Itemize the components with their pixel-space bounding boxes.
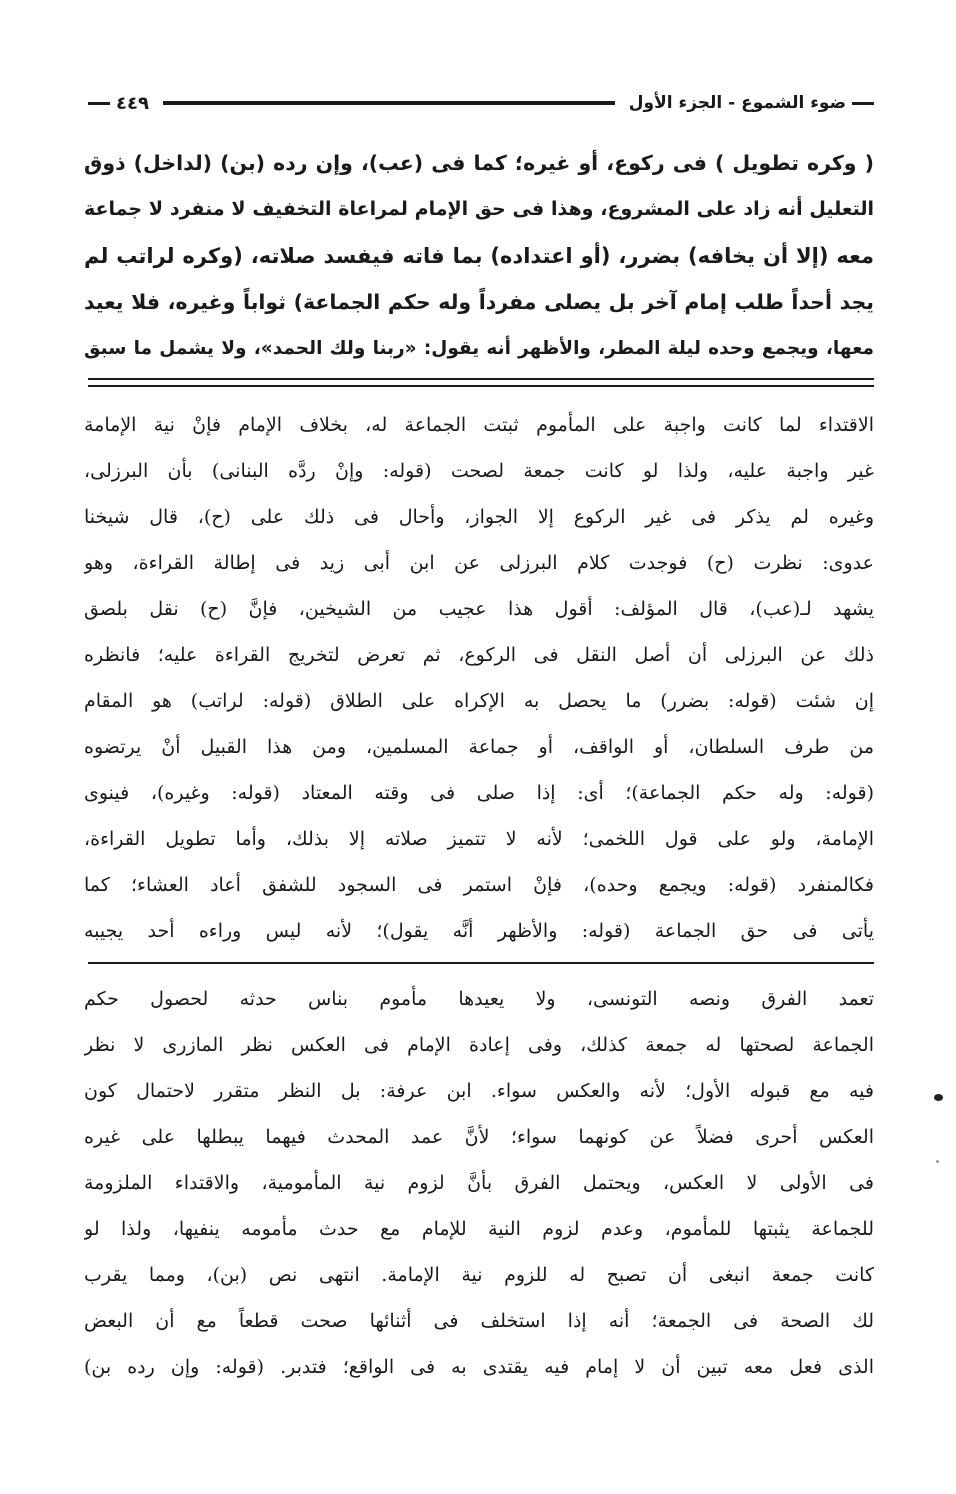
header-rule	[163, 101, 615, 105]
commentary-line: الإمامة، ولو على قول اللخمى؛ لأنه لا تتميز صلاته إلا بذلك، وأما تطويل القراءة،	[84, 828, 874, 850]
double-divider	[88, 378, 874, 387]
commentary-line: غير واجبة عليه، ولذا لو كانت جمعة لصحت (قوله: وإنْ ردَّه البنانى) بأن البرزلى،	[84, 460, 874, 482]
commentary-line: إن شئت (قوله: بضرر) ما يحصل به الإكراه على الطلاق (قوله: لراتب) هو المقام	[84, 690, 874, 712]
commentary-line: الاقتداء لما كانت واجبة على المأموم ثبتت الجماعة له، بخلاف الإمام فإنْ نية الإمامة	[84, 414, 874, 436]
commentary-line: فى الأولى لا العكس، ويحتمل الفرق بأنَّ لزوم نية المأمومية، والاقتداء الملزومة	[84, 1172, 874, 1194]
commentary-line: يأتى فى حق الجماعة (قوله: والأظهر أنَّه يقول)؛ لأنه ليس وراءه أحد يجيبه	[84, 920, 874, 942]
main-text	[84, 140, 874, 372]
main-text-line: التعليل أنه زاد على المشروع، وهذا فى حق الإمام لمراعاة التخفيف لا منفرد لا جماعة	[84, 198, 874, 221]
main-text-line: ( وكره تطويل ) فى ركوع، أو غيره؛ كما فى (عب)، وإن رده (بن) (لداخل) ذوق	[84, 151, 874, 175]
main-text-line: معها، ويجمع وحده ليلة المطر، والأظهر أنه يقول: «ربنا ولك الحمد»، ولا يشمل ما سبق	[84, 337, 874, 359]
commentary-line: فيه مع قبوله الأول؛ لأنه والعكس سواء. ابن عرفة: بل النظر متقرر لاحتمال كون	[84, 1080, 874, 1102]
commentary-line: العكس أحرى فضلاً عن كونهما سواء؛ لأنَّ عمد المحدث فيهما يبطلها على غيره	[84, 1126, 874, 1148]
running-title: ضوء الشموع - الجزء الأول	[628, 93, 846, 113]
commentary-line: للجماعة يثبتها للمأموم، وعدم لزوم النية للإمام مع حدث مأمومه ينفيها، ولذا لو	[84, 1218, 874, 1240]
running-header	[88, 86, 874, 120]
commentary-line: الذى فعل معه تبين أن لا إمام فيه يقتدى به فى الواقع؛ فتدبر. (قوله: وإن رده بن)	[84, 1356, 874, 1378]
commentary-line: من طرف السلطان، أو الواقف، أو جماعة المسلمين، ومن هذا القبيل أنْ يرتضوه	[84, 736, 874, 758]
commentary-line: ذلك عن البرزلى أن أصل النقل فى الركوع، ثم تعرض لتخريج القراءة عليه؛ فانظره	[84, 644, 874, 666]
commentary-line: فكالمنفرد (قوله: ويجمع وحده)، فإنْ استمر فى السجود للشفق أعاد العشاء؛ كما	[84, 874, 874, 896]
main-text-line: يجد أحداً طلب إمام آخر بل يصلى مفرداً وله حكم الجماعة) ثواباً وغيره، فلا يعيد	[84, 290, 874, 315]
commentary-line: وغيره لم يذكر فى غير الركوع إلا الجواز، وأحال فى ذلك على (ح)، قال شيخنا	[84, 506, 874, 528]
commentary-line: عدوى: نظرت (ح) فوجدت كلام البرزلى عن ابن أبى زيد فى إطالة القراءة، وهو	[84, 552, 874, 574]
commentary-line: يشهد لـ(عب)، قال المؤلف: أقول هذا عجيب من الشيخين، فإنَّ (ح) نقل بلصق	[84, 598, 874, 620]
commentary-line: (قوله: وله حكم الجماعة)؛ أى: إذا صلى فى وقته المعتاد (قوله: وغيره)، فينوى	[84, 782, 874, 804]
commentary-line: كانت جمعة انبغى أن تصبح له للزوم نية الإمامة. انتهى نص (بن)، ومما يقرب	[84, 1264, 874, 1286]
ink-spot-mark	[934, 1094, 943, 1101]
commentary-second	[84, 976, 874, 1390]
header-dash-left	[88, 102, 110, 105]
commentary-line: لك الصحة فى الجمعة؛ أنه إذا استخلف فى أثنائها صحت قطعاً مع أن البعض	[84, 1310, 874, 1332]
single-divider	[88, 962, 874, 964]
ink-speck-mark	[936, 1160, 939, 1163]
commentary-line: الجماعة لصحتها له جمعة كذلك، وفى إعادة الإمام فى العكس نظر المازرى لا نظر	[84, 1034, 874, 1056]
page-number: ٤٤٩	[116, 92, 149, 114]
header-dash-right	[852, 102, 874, 105]
commentary-line: تعمد الفرق ونصه التونسى، ولا يعيدها مأموم بناس حدثه لحصول حكم	[84, 988, 874, 1010]
main-text-line: معه (إلا أن يخافه) بضرر، (أو اعتداده) بما فاته فيفسد صلاته، (وكره لراتب لم	[84, 243, 874, 268]
commentary-first	[84, 402, 874, 954]
